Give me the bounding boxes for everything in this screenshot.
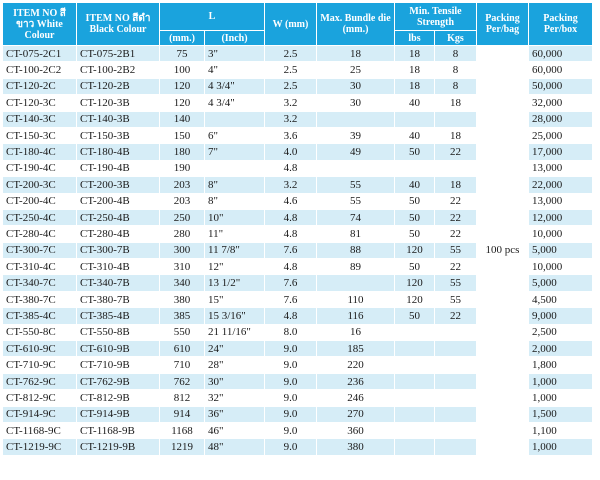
cell-tensile-kgs: 18 — [435, 95, 477, 111]
header-length: L — [160, 3, 265, 31]
cell-item-black: CT-120-3B — [77, 95, 160, 111]
cell-tensile-kgs — [435, 324, 477, 340]
cell-item-white: CT-120-3C — [3, 95, 77, 111]
cell-width: 4.8 — [265, 259, 317, 275]
cell-bundle-die: 55 — [317, 177, 395, 193]
cell-item-black: CT-340-7B — [77, 275, 160, 291]
cell-tensile-lbs — [395, 324, 435, 340]
cell-packing-box: 1,000 — [529, 439, 593, 455]
cell-tensile-lbs: 120 — [395, 242, 435, 258]
cell-bundle-die: 360 — [317, 422, 395, 438]
cell-length-inch: 8" — [205, 193, 265, 209]
cell-tensile-kgs: 55 — [435, 291, 477, 307]
cell-tensile-kgs: 8 — [435, 62, 477, 78]
cell-tensile-lbs: 120 — [395, 275, 435, 291]
cell-width: 4.8 — [265, 160, 317, 176]
cell-length-mm: 550 — [160, 324, 205, 340]
cell-length-inch: 36" — [205, 406, 265, 422]
cell-item-black: CT-710-9B — [77, 357, 160, 373]
cell-length-inch: 48" — [205, 439, 265, 455]
header-lbs: lbs — [395, 31, 435, 46]
cell-width: 4.0 — [265, 144, 317, 160]
cell-item-white: CT-812-9C — [3, 390, 77, 406]
cell-tensile-kgs — [435, 111, 477, 127]
cell-item-white: CT-280-4C — [3, 226, 77, 242]
cell-tensile-lbs — [395, 390, 435, 406]
cell-packing-box: 2,000 — [529, 341, 593, 357]
cell-bundle-die: 88 — [317, 242, 395, 258]
cell-length-inch: 4 3/4" — [205, 78, 265, 94]
cell-length-mm: 710 — [160, 357, 205, 373]
cell-item-white: CT-200-3C — [3, 177, 77, 193]
cell-length-inch: 4" — [205, 62, 265, 78]
cell-tensile-lbs — [395, 373, 435, 389]
cell-bundle-die: 380 — [317, 439, 395, 455]
cell-tensile-lbs: 40 — [395, 95, 435, 111]
spec-table-body — [3, 46, 593, 456]
cell-length-mm: 190 — [160, 160, 205, 176]
cell-tensile-lbs: 50 — [395, 308, 435, 324]
cell-tensile-lbs: 50 — [395, 193, 435, 209]
cell-length-mm: 1219 — [160, 439, 205, 455]
cell-tensile-kgs: 55 — [435, 242, 477, 258]
cell-tensile-lbs: 40 — [395, 177, 435, 193]
cell-width: 9.0 — [265, 373, 317, 389]
cell-length-inch — [205, 111, 265, 127]
cell-item-black: CT-200-3B — [77, 177, 160, 193]
cell-packing-box: 60,000 — [529, 46, 593, 62]
cell-bundle-die: 16 — [317, 324, 395, 340]
cell-packing-box: 17,000 — [529, 144, 593, 160]
cell-tensile-lbs: 18 — [395, 62, 435, 78]
cell-tensile-kgs: 22 — [435, 259, 477, 275]
cell-item-black: CT-120-2B — [77, 78, 160, 94]
cell-width: 4.8 — [265, 308, 317, 324]
cell-length-inch: 3" — [205, 46, 265, 62]
cell-item-black: CT-385-4B — [77, 308, 160, 324]
cell-tensile-kgs — [435, 373, 477, 389]
cell-bundle-die: 110 — [317, 291, 395, 307]
cell-tensile-kgs: 18 — [435, 127, 477, 143]
cell-item-white: CT-762-9C — [3, 373, 77, 389]
cell-tensile-lbs — [395, 439, 435, 455]
cell-tensile-kgs — [435, 422, 477, 438]
cell-tensile-lbs — [395, 341, 435, 357]
cell-tensile-kgs: 8 — [435, 78, 477, 94]
cell-width: 9.0 — [265, 357, 317, 373]
cell-length-mm: 310 — [160, 259, 205, 275]
cell-item-white: CT-340-7C — [3, 275, 77, 291]
cell-length-mm: 75 — [160, 46, 205, 62]
cable-tie-spec-sheet — [2, 2, 593, 456]
cell-width: 9.0 — [265, 390, 317, 406]
cell-tensile-kgs — [435, 439, 477, 455]
cell-item-black: CT-610-9B — [77, 341, 160, 357]
cell-tensile-lbs: 50 — [395, 144, 435, 160]
cell-item-black: CT-1168-9B — [77, 422, 160, 438]
cell-item-black: CT-180-4B — [77, 144, 160, 160]
cell-packing-box: 28,000 — [529, 111, 593, 127]
cell-length-mm: 250 — [160, 209, 205, 225]
cell-width: 7.6 — [265, 291, 317, 307]
cell-item-black: CT-190-4B — [77, 160, 160, 176]
header-length-inch: (Inch) — [205, 31, 265, 46]
cell-length-inch: 8" — [205, 177, 265, 193]
cell-tensile-lbs: 40 — [395, 127, 435, 143]
cell-packing-box: 9,000 — [529, 308, 593, 324]
cell-length-inch: 28" — [205, 357, 265, 373]
cell-length-mm: 914 — [160, 406, 205, 422]
cell-length-mm: 300 — [160, 242, 205, 258]
cell-packing-box: 60,000 — [529, 62, 593, 78]
cell-tensile-kgs — [435, 357, 477, 373]
cell-length-inch: 11 7/8" — [205, 242, 265, 258]
cell-item-black: CT-1219-9B — [77, 439, 160, 455]
cell-bundle-die — [317, 160, 395, 176]
cell-length-mm: 762 — [160, 373, 205, 389]
cell-length-mm: 1168 — [160, 422, 205, 438]
cell-tensile-kgs — [435, 160, 477, 176]
cell-bundle-die — [317, 275, 395, 291]
cell-item-black: CT-762-9B — [77, 373, 160, 389]
cell-packing-box: 5,000 — [529, 242, 593, 258]
cell-item-black: CT-812-9B — [77, 390, 160, 406]
cell-bundle-die: 81 — [317, 226, 395, 242]
cell-length-inch: 46" — [205, 422, 265, 438]
cell-tensile-lbs — [395, 406, 435, 422]
cell-length-mm: 380 — [160, 291, 205, 307]
cell-packing-box: 1,100 — [529, 422, 593, 438]
cell-width: 4.8 — [265, 226, 317, 242]
cell-bundle-die: 25 — [317, 62, 395, 78]
cell-item-black: CT-140-3B — [77, 111, 160, 127]
cell-length-inch: 10" — [205, 209, 265, 225]
cell-packing-box: 10,000 — [529, 259, 593, 275]
cell-width: 9.0 — [265, 422, 317, 438]
cell-bundle-die: 30 — [317, 95, 395, 111]
cell-length-inch: 15 3/16" — [205, 308, 265, 324]
cell-tensile-kgs: 22 — [435, 308, 477, 324]
cell-bundle-die: 220 — [317, 357, 395, 373]
header-kgs: Kgs — [435, 31, 477, 46]
cell-tensile-lbs: 50 — [395, 209, 435, 225]
cell-tensile-lbs — [395, 422, 435, 438]
cell-length-inch: 21 11/16" — [205, 324, 265, 340]
cell-width: 9.0 — [265, 341, 317, 357]
cell-width: 3.2 — [265, 95, 317, 111]
header-length-mm: (mm.) — [160, 31, 205, 46]
cell-bundle-die: 270 — [317, 406, 395, 422]
cell-tensile-kgs: 18 — [435, 177, 477, 193]
cell-packing-box: 10,000 — [529, 226, 593, 242]
header-tensile-strength: Min. Tensile Strength — [395, 3, 477, 31]
cell-width: 3.2 — [265, 177, 317, 193]
cell-length-inch: 30" — [205, 373, 265, 389]
cell-item-white: CT-550-8C — [3, 324, 77, 340]
cell-width: 9.0 — [265, 439, 317, 455]
cell-item-white: CT-310-4C — [3, 259, 77, 275]
cell-item-white: CT-610-9C — [3, 341, 77, 357]
cell-length-mm: 203 — [160, 177, 205, 193]
cell-length-inch — [205, 160, 265, 176]
cell-packing-bag: 100 pcs — [477, 46, 529, 456]
cell-packing-box: 1,800 — [529, 357, 593, 373]
cell-item-black: CT-300-7B — [77, 242, 160, 258]
cell-packing-box: 25,000 — [529, 127, 593, 143]
cell-length-mm: 385 — [160, 308, 205, 324]
header-packing-box: Packing Per/box — [529, 3, 593, 46]
cell-item-black: CT-150-3B — [77, 127, 160, 143]
cell-item-black: CT-250-4B — [77, 209, 160, 225]
cell-length-mm: 150 — [160, 127, 205, 143]
cell-item-black: CT-550-8B — [77, 324, 160, 340]
cell-item-black: CT-380-7B — [77, 291, 160, 307]
cell-width: 3.2 — [265, 111, 317, 127]
cell-tensile-kgs — [435, 390, 477, 406]
cell-item-white: CT-300-7C — [3, 242, 77, 258]
cell-packing-box: 12,000 — [529, 209, 593, 225]
cell-bundle-die: 18 — [317, 46, 395, 62]
cell-item-white: CT-120-2C — [3, 78, 77, 94]
cell-tensile-lbs: 50 — [395, 259, 435, 275]
cell-tensile-kgs: 22 — [435, 193, 477, 209]
cell-width: 2.5 — [265, 78, 317, 94]
cell-length-inch: 12" — [205, 259, 265, 275]
cell-bundle-die: 74 — [317, 209, 395, 225]
cell-bundle-die: 236 — [317, 373, 395, 389]
cell-bundle-die: 30 — [317, 78, 395, 94]
cell-tensile-kgs: 22 — [435, 144, 477, 160]
cell-item-white: CT-200-4C — [3, 193, 77, 209]
cell-tensile-kgs — [435, 406, 477, 422]
cell-width: 4.8 — [265, 209, 317, 225]
cell-bundle-die: 185 — [317, 341, 395, 357]
cell-packing-box: 13,000 — [529, 193, 593, 209]
cell-width: 3.6 — [265, 127, 317, 143]
cell-item-black: CT-914-9B — [77, 406, 160, 422]
cell-item-white: CT-250-4C — [3, 209, 77, 225]
cell-bundle-die: 39 — [317, 127, 395, 143]
cell-packing-box: 4,500 — [529, 291, 593, 307]
cell-length-inch: 15" — [205, 291, 265, 307]
cell-item-white: CT-380-7C — [3, 291, 77, 307]
cell-width: 8.0 — [265, 324, 317, 340]
cell-packing-box: 2,500 — [529, 324, 593, 340]
cell-item-white: CT-1168-9C — [3, 422, 77, 438]
cell-width: 7.6 — [265, 275, 317, 291]
cell-length-mm: 140 — [160, 111, 205, 127]
cell-tensile-lbs: 120 — [395, 291, 435, 307]
cell-packing-box: 5,000 — [529, 275, 593, 291]
cell-item-white: CT-1219-9C — [3, 439, 77, 455]
cell-packing-box: 1,000 — [529, 373, 593, 389]
cell-packing-box: 1,000 — [529, 390, 593, 406]
cell-item-white: CT-140-3C — [3, 111, 77, 127]
cell-length-mm: 203 — [160, 193, 205, 209]
cell-item-white: CT-150-3C — [3, 127, 77, 143]
cell-length-inch: 7" — [205, 144, 265, 160]
cell-packing-box: 50,000 — [529, 78, 593, 94]
cell-length-mm: 280 — [160, 226, 205, 242]
cell-bundle-die: 55 — [317, 193, 395, 209]
cell-length-mm: 340 — [160, 275, 205, 291]
spec-table — [2, 2, 593, 456]
cell-width: 4.6 — [265, 193, 317, 209]
cell-length-inch: 4 3/4" — [205, 95, 265, 111]
cell-item-white: CT-100-2C2 — [3, 62, 77, 78]
cell-item-black: CT-310-4B — [77, 259, 160, 275]
cell-tensile-lbs: 18 — [395, 78, 435, 94]
cell-tensile-lbs: 18 — [395, 46, 435, 62]
table-row — [3, 46, 593, 62]
cell-length-inch: 32" — [205, 390, 265, 406]
cell-packing-box: 1,500 — [529, 406, 593, 422]
cell-length-mm: 812 — [160, 390, 205, 406]
cell-tensile-lbs — [395, 160, 435, 176]
cell-tensile-kgs: 22 — [435, 226, 477, 242]
cell-tensile-lbs — [395, 357, 435, 373]
cell-item-white: CT-914-9C — [3, 406, 77, 422]
cell-item-white: CT-075-2C1 — [3, 46, 77, 62]
cell-width: 7.6 — [265, 242, 317, 258]
cell-bundle-die: 89 — [317, 259, 395, 275]
cell-packing-box: 32,000 — [529, 95, 593, 111]
cell-bundle-die: 116 — [317, 308, 395, 324]
cell-length-inch: 11" — [205, 226, 265, 242]
cell-width: 9.0 — [265, 406, 317, 422]
cell-item-black: CT-075-2B1 — [77, 46, 160, 62]
cell-width: 2.5 — [265, 46, 317, 62]
header-item-white: ITEM NO สีขาว White Colour — [3, 3, 77, 46]
cell-tensile-kgs: 8 — [435, 46, 477, 62]
cell-length-mm: 120 — [160, 95, 205, 111]
cell-item-white: CT-180-4C — [3, 144, 77, 160]
cell-width: 2.5 — [265, 62, 317, 78]
cell-item-black: CT-200-4B — [77, 193, 160, 209]
cell-tensile-kgs: 22 — [435, 209, 477, 225]
cell-length-mm: 610 — [160, 341, 205, 357]
cell-length-inch: 6" — [205, 127, 265, 143]
cell-item-white: CT-385-4C — [3, 308, 77, 324]
cell-item-black: CT-100-2B2 — [77, 62, 160, 78]
cell-packing-box: 13,000 — [529, 160, 593, 176]
cell-length-inch: 24" — [205, 341, 265, 357]
cell-tensile-kgs — [435, 341, 477, 357]
cell-item-white: CT-710-9C — [3, 357, 77, 373]
header-width: W (mm) — [265, 3, 317, 46]
cell-tensile-kgs: 55 — [435, 275, 477, 291]
cell-bundle-die: 49 — [317, 144, 395, 160]
cell-item-white: CT-190-4C — [3, 160, 77, 176]
cell-tensile-lbs: 50 — [395, 226, 435, 242]
header-packing-bag: Packing Per/bag — [477, 3, 529, 46]
cell-length-mm: 100 — [160, 62, 205, 78]
header-bundle-die: Max. Bundle die (mm.) — [317, 3, 395, 46]
header-item-black: ITEM NO สีดำ Black Colour — [77, 3, 160, 46]
cell-packing-box: 22,000 — [529, 177, 593, 193]
cell-bundle-die: 246 — [317, 390, 395, 406]
cell-length-inch: 13 1/2" — [205, 275, 265, 291]
cell-item-black: CT-280-4B — [77, 226, 160, 242]
cell-length-mm: 120 — [160, 78, 205, 94]
cell-bundle-die — [317, 111, 395, 127]
cell-length-mm: 180 — [160, 144, 205, 160]
cell-tensile-lbs — [395, 111, 435, 127]
